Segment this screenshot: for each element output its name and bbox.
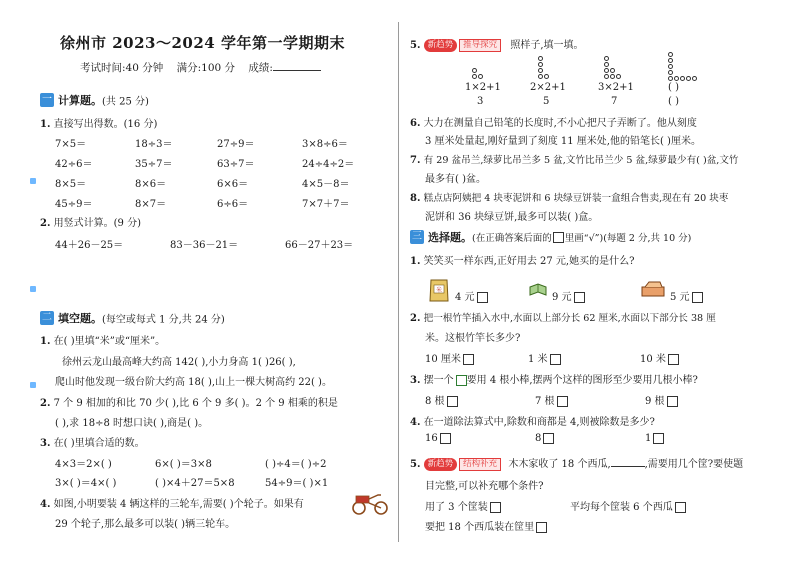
vertical-problem: 83－36－21＝ — [170, 240, 239, 251]
rice-bag-icon — [428, 276, 450, 302]
option-text: 9 根 — [645, 396, 665, 407]
bead-icon — [668, 58, 673, 63]
pattern-expr: 2×2+1 — [530, 82, 566, 93]
bead-icon — [610, 74, 615, 79]
fill-item: ( )÷4＝( )÷2 — [265, 459, 327, 470]
question-1-2 — [40, 214, 141, 229]
bead-icon — [692, 76, 697, 81]
question-2-5 — [410, 36, 584, 52]
fill-item: 6×( )＝3×8 — [155, 459, 212, 470]
pattern-result: 3 — [477, 96, 484, 107]
fill-item: ( )×4＋27＝5×8 — [155, 478, 235, 489]
binding-mark — [30, 178, 36, 184]
calc-item: 24÷4÷2＝ — [302, 159, 355, 170]
question-text: 有 29 盆吊兰,绿萝比吊兰多 5 盆,文竹比吊兰少 5 盆,绿萝最少有( )盆,文竹 — [423, 155, 739, 166]
bead-icon — [544, 74, 549, 79]
answer-box-icon — [553, 232, 564, 243]
bead-icon — [472, 74, 477, 79]
question-text: ,需要用几个筐?要使题 — [644, 459, 744, 470]
bead-icon — [478, 74, 483, 79]
calc-item: 3×8÷6＝ — [302, 139, 348, 150]
question-number: 3. — [40, 438, 51, 449]
section-number-badge: 二 — [42, 312, 52, 323]
bead-icon — [668, 76, 673, 81]
book-icon — [528, 283, 548, 297]
calc-item: 8×7＝ — [135, 199, 167, 210]
question-2-2-line1 — [40, 394, 338, 409]
question-text: 在( )里填“米”或“厘米”。 — [53, 336, 166, 347]
bead-icon — [674, 76, 679, 81]
option — [645, 433, 664, 444]
calc-item: 18÷3＝ — [135, 139, 173, 150]
question-number: 5. — [410, 459, 421, 470]
condition-blank[interactable] — [611, 457, 645, 467]
question-3-4 — [410, 413, 655, 428]
section-3-header — [410, 229, 691, 245]
pattern-expr: 1×2+1 — [465, 82, 501, 93]
section-note: (在正确答案后面的 — [472, 233, 552, 244]
option-text: 10 厘米 — [425, 354, 461, 365]
result-blank[interactable] — [273, 61, 321, 71]
calc-item: 35÷7＝ — [135, 159, 173, 170]
question-number: 7. — [410, 155, 421, 166]
question-text: 用竖式计算。(9 分) — [53, 218, 141, 229]
answer-checkbox[interactable] — [536, 522, 547, 533]
question-number: 8. — [410, 193, 421, 204]
question-2-7-line2: 最多有( )盆。 — [425, 174, 486, 185]
question-text: 直接写出得数。(16 分) — [53, 119, 158, 130]
question-text: 大力在测量自己铅笔的长度时,不小心把尺子弄断了。他从刻度 — [423, 118, 697, 129]
calc-item: 8×5＝ — [55, 179, 87, 190]
option-text: 16 — [425, 433, 438, 444]
bead-icon — [616, 74, 621, 79]
calc-item: 63÷7＝ — [217, 159, 255, 170]
option — [645, 392, 678, 407]
calc-item: 4×5－8＝ — [302, 179, 350, 190]
question-number: 4. — [410, 417, 421, 428]
question-2-8-line1 — [410, 190, 728, 204]
question-2-6-line2: 3 厘米处量起,刚好量到了刻度 11 厘米处,他的铅笔长( )厘米。 — [425, 136, 701, 147]
binding-mark — [30, 286, 36, 292]
vertical-problem: 44＋26－25＝ — [55, 240, 124, 251]
option — [425, 392, 458, 407]
question-number: 5. — [410, 40, 421, 51]
exam-time: 考试时间:40 分钟 — [80, 62, 164, 74]
bead-icon — [604, 74, 609, 79]
bead-icon — [538, 62, 543, 67]
question-number: 1. — [40, 336, 51, 347]
price-text: 9 元 — [552, 292, 572, 303]
question-3-1 — [410, 252, 634, 267]
answer-checkbox[interactable] — [692, 292, 703, 303]
question-number: 1. — [410, 256, 421, 267]
question-2-4-line1 — [40, 495, 304, 510]
question-2-2-line2: ( ),求 18÷8 时想口诀( ),商是( )。 — [55, 418, 209, 429]
pattern-result: 5 — [543, 96, 550, 107]
calc-item: 6×6＝ — [217, 179, 249, 190]
question-number: 2. — [410, 313, 421, 324]
question-text: 把一根竹竿插入水中,水面以上部分长 62 厘米,水面以下部分长 38 厘 — [423, 313, 716, 324]
calc-item: 45÷9＝ — [55, 199, 93, 210]
calc-item: 6÷6＝ — [217, 199, 249, 210]
pattern-expr: 3×2+1 — [598, 82, 634, 93]
question-number: 3. — [410, 375, 421, 386]
question-text: 7 个 9 相加的和比 70 少( ),比 6 个 9 多( )。2 个 9 相乘的积是 — [53, 398, 338, 409]
bead-icon — [604, 62, 609, 67]
calc-item: 7×7＋7＝ — [302, 199, 350, 210]
question-text: 照样子,填一填。 — [510, 40, 584, 51]
question-2-1-line2: 徐州云龙山最高峰大约高 142( ),小力身高 1( )26( ), — [62, 357, 296, 368]
bead-icon — [668, 70, 673, 75]
answer-checkbox[interactable] — [550, 354, 561, 365]
price-label — [552, 288, 585, 303]
section-title: 选择题。 — [428, 231, 472, 244]
question-3-2-line2: 米。这根竹竿长多少? — [425, 333, 521, 344]
bead-icon — [538, 68, 543, 73]
calc-item: 8×6＝ — [135, 179, 167, 190]
option — [570, 498, 686, 513]
section-number-badge: 一 — [42, 94, 52, 105]
answer-checkbox[interactable] — [477, 292, 488, 303]
question-2-1-line3: 爬山时他发现一级台阶大约高 18( ),山上一棵大树高约 22( )。 — [55, 377, 332, 388]
question-text: 在一道除法算式中,除数和商都是 4,则被除数是多少? — [423, 417, 655, 428]
fill-item: 4×3＝2×( ) — [55, 459, 112, 470]
option — [528, 350, 561, 365]
question-2-3-line1 — [40, 434, 145, 449]
question-number: 4. — [40, 499, 51, 510]
fill-item: 54÷9＝( )×1 — [265, 478, 329, 489]
section-1-header — [40, 92, 149, 108]
exam-info — [80, 60, 321, 75]
question-text: 在( )里填合适的数。 — [53, 438, 145, 449]
question-text: 如图,小明要装 4 辆这样的三轮车,需要( )个轮子。如果有 — [53, 499, 304, 510]
bead-icon — [686, 76, 691, 81]
option-text: 平均每个筐装 6 个西瓜 — [570, 502, 673, 513]
answer-checkbox[interactable] — [675, 502, 686, 513]
section-note: (共 25 分) — [102, 96, 149, 108]
answer-checkbox[interactable] — [543, 433, 554, 444]
pattern-result-blank[interactable]: ( ) — [668, 96, 679, 107]
question-2-8-line2: 泥饼和 36 块绿豆饼,最多可以装( )盒。 — [425, 212, 599, 223]
question-3-3 — [410, 371, 698, 386]
question-number: 2. — [40, 398, 51, 409]
rice-bag-label: 米 — [435, 287, 443, 294]
price-label — [670, 288, 703, 303]
answer-checkbox[interactable] — [574, 292, 585, 303]
bead-icon — [604, 68, 609, 73]
price-text: 4 元 — [455, 292, 475, 303]
option — [425, 433, 451, 444]
answer-checkbox[interactable] — [557, 396, 568, 407]
question-number: 2. — [40, 218, 51, 229]
type-tag: 结构补充 — [459, 458, 501, 471]
option-text: 7 根 — [535, 396, 555, 407]
exam-result-label: 成绩: — [248, 62, 273, 74]
question-text: 木木家收了 18 个西瓜, — [508, 459, 611, 470]
section-2-header — [40, 310, 225, 326]
question-number: 6. — [410, 118, 421, 129]
question-2-4-line2: 29 个轮子,那么最多可以装( )辆三轮车。 — [55, 519, 236, 530]
question-2-7-line1 — [410, 152, 739, 166]
question-number: 1. — [40, 119, 51, 130]
price-label — [455, 288, 488, 303]
exam-score: 满分:100 分 — [176, 62, 236, 74]
question-text: 笑笑买一样东西,正好用去 27 元,她买的是什么? — [423, 256, 635, 267]
calc-item: 42÷6＝ — [55, 159, 93, 170]
price-text: 5 元 — [670, 292, 690, 303]
answer-checkbox[interactable] — [440, 433, 451, 444]
answer-checkbox[interactable] — [463, 354, 474, 365]
option — [535, 392, 568, 407]
tricycle-icon — [352, 490, 388, 516]
option-text: 8 根 — [425, 396, 445, 407]
answer-checkbox[interactable] — [668, 354, 679, 365]
question-text: 糕点店阿姨把 4 块枣泥饼和 6 块绿豆饼装一盒组合售卖,现在有 20 块枣 — [423, 193, 729, 204]
calc-item: 27÷9＝ — [217, 139, 255, 150]
pattern-result: 7 — [611, 96, 618, 107]
question-1-1 — [40, 115, 157, 130]
vertical-problem: 66－27＋23＝ — [285, 240, 354, 251]
option-text: 要把 18 个西瓜装在筐里 — [425, 522, 535, 533]
section-number-badge: 三 — [412, 231, 422, 242]
option-text: 10 米 — [640, 354, 666, 365]
bead-icon — [668, 64, 673, 69]
section-title: 填空题。 — [58, 312, 102, 325]
bead-icon — [472, 68, 477, 73]
bead-icon — [610, 68, 615, 73]
option — [425, 498, 501, 513]
binding-mark — [30, 382, 36, 388]
section-title: 计算题。 — [58, 94, 102, 107]
answer-checkbox[interactable] — [490, 502, 501, 513]
answer-checkbox[interactable] — [447, 396, 458, 407]
bead-icon — [604, 56, 609, 61]
pencil-case-icon — [640, 280, 666, 298]
question-2-1-line1 — [40, 332, 165, 347]
column-divider — [398, 22, 399, 542]
trend-tag: 新趋势 — [424, 39, 458, 52]
bead-icon — [680, 76, 685, 81]
section-note-2: 里画“√”)(每题 2 分,共 10 分) — [564, 233, 692, 244]
fill-item: 3×( )＝4×( ) — [55, 478, 117, 489]
option-text: 1 米 — [528, 354, 548, 365]
calc-item: 7×5＝ — [55, 139, 87, 150]
option — [425, 350, 474, 365]
option-text: 1 — [645, 433, 652, 444]
bead-icon — [538, 74, 543, 79]
page-title: 徐州市 2023～2024 学年第一学期期末 — [60, 34, 345, 52]
question-3-5-line2: 目完整,可以补充哪个条件? — [425, 481, 544, 492]
square-shape-icon — [456, 375, 467, 386]
bead-icon — [668, 52, 673, 57]
answer-checkbox[interactable] — [667, 396, 678, 407]
question-3-2-line1 — [410, 310, 716, 324]
pattern-expr-blank[interactable]: ( ) — [668, 82, 679, 93]
option-text: 8 — [535, 433, 542, 444]
trend-tag: 新趋势 — [424, 458, 458, 471]
question-2-6-line1 — [410, 114, 697, 129]
option — [535, 433, 554, 444]
type-tag: 推导探究 — [459, 39, 501, 52]
question-3-5-line1 — [410, 455, 743, 471]
question-text: 摆一个 — [423, 375, 454, 386]
option — [425, 518, 547, 533]
option-text: 用了 3 个筐装 — [425, 502, 488, 513]
question-text: 要用 4 根小棒,摆两个这样的图形至少要用几根小棒? — [466, 375, 698, 386]
answer-checkbox[interactable] — [653, 433, 664, 444]
bead-icon — [538, 56, 543, 61]
option — [640, 350, 679, 365]
section-note: (每空或每式 1 分,共 24 分) — [102, 314, 225, 326]
